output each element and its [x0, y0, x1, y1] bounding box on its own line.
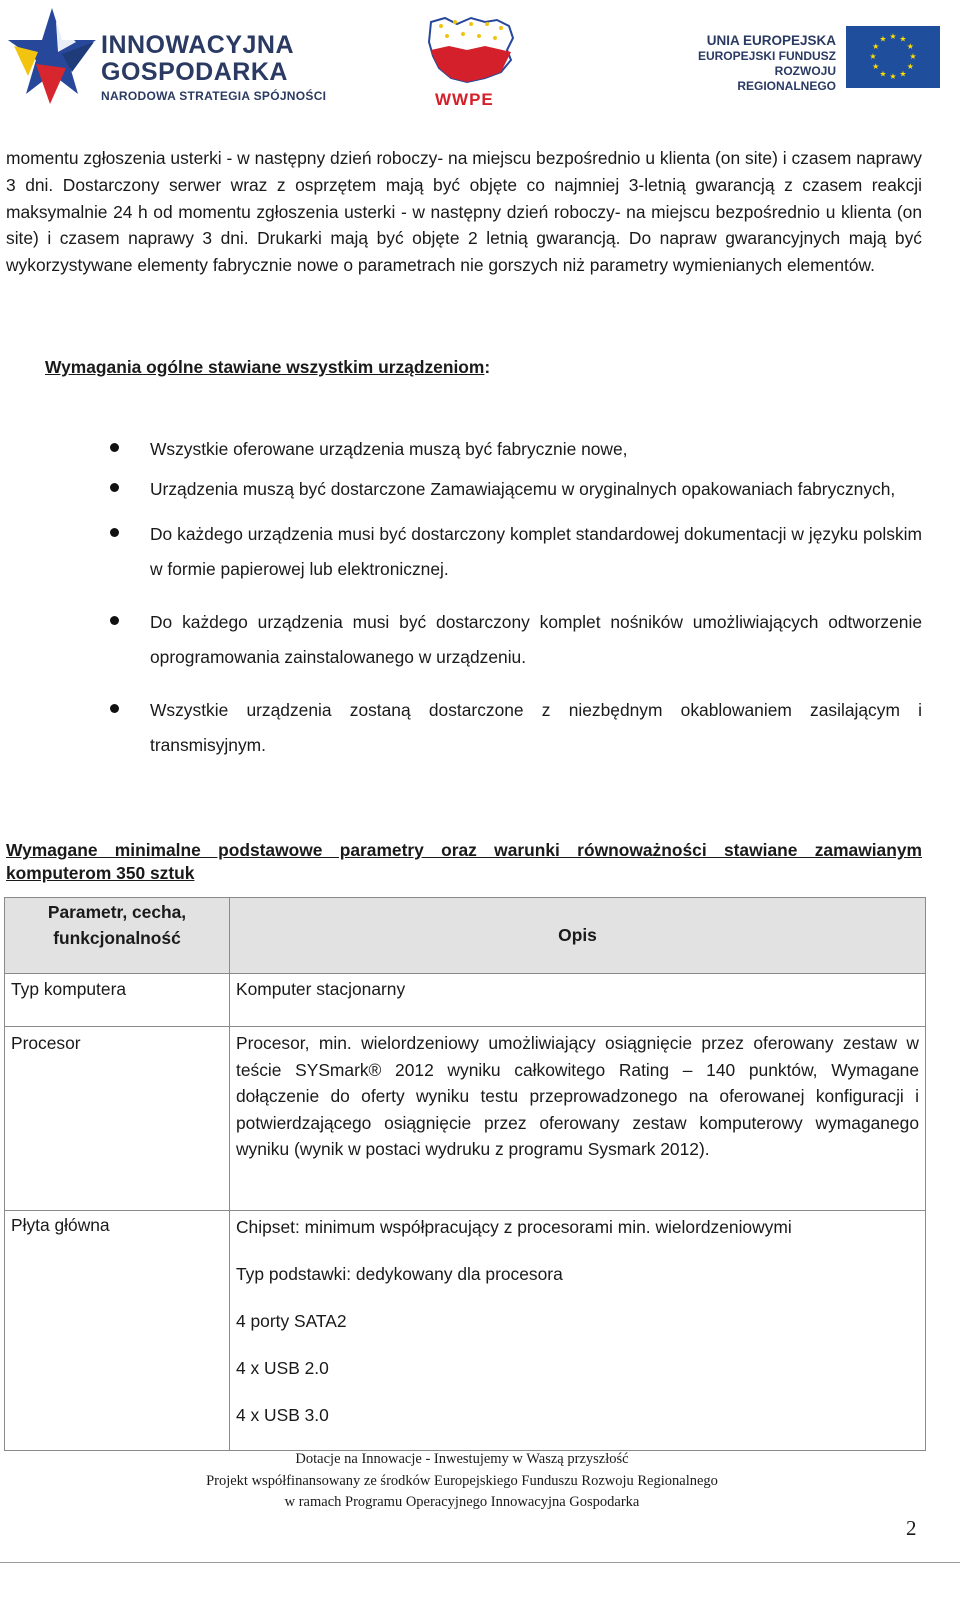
general-requirements-list: [110, 437, 922, 763]
svg-text:★: ★: [906, 62, 914, 71]
page-number: 2: [906, 1516, 917, 1540]
table-header-row: [5, 898, 926, 974]
poland-map-icon: [427, 16, 517, 90]
list-item-text: Wszystkie oferowane urządzenia muszą być fabrycznie nowe,: [150, 439, 628, 459]
svg-text:★: ★: [909, 52, 917, 61]
table-cell-param: Płyta główna: [5, 1211, 230, 1451]
bullet-icon: [110, 483, 119, 492]
bullet-icon: [110, 704, 119, 713]
list-item-text: Wszystkie urządzenia zostaną dostarczone z niezbędnym okablowaniem zasilającym i transmisyjnym.: [150, 700, 922, 755]
general-requirements-heading-text: Wymagania ogólne stawiane wszystkim urządzeniom: [45, 357, 485, 377]
list-item: [110, 517, 922, 587]
logo-text-line-3: NARODOWA STRATEGIA SPÓJNOŚCI: [101, 89, 327, 103]
general-requirements-heading: [45, 357, 490, 378]
innowacyjna-gospodarka-logo: [6, 6, 336, 110]
wwpe-logo: [427, 16, 517, 108]
footer-divider: [0, 1562, 960, 1563]
page-header: [0, 0, 960, 115]
eu-text-line-1: UNIA EUROPEJSKA: [706, 33, 836, 48]
table-cell-param: Procesor: [5, 1027, 230, 1211]
footer-line-3: w ramach Programu Operacyjnego Innowacyjna Gospodarka: [284, 1494, 640, 1510]
logo-text-line-2: GOSPODARKA: [101, 58, 288, 86]
svg-text:★: ★: [906, 42, 914, 51]
list-item-text: Do każdego urządzenia musi być dostarczony komplet nośników umożliwiających odtworzenie oprogramowania zainstalowanego w urządzeniu.: [150, 612, 922, 667]
svg-text:★: ★: [869, 52, 877, 61]
eu-text-line-2: EUROPEJSKI FUNDUSZ: [697, 49, 836, 63]
table-row: [5, 1211, 926, 1451]
table-row: [5, 974, 926, 1027]
svg-text:★: ★: [889, 32, 897, 41]
bullet-icon: [110, 616, 119, 625]
footer-line-1: Dotacje na Innowacje - Inwestujemy w Waszą przyszłość: [295, 1451, 629, 1467]
table-cell-desc: Procesor, min. wielordzeniowy umożliwiający osiągnięcie przez oferowany zestaw w teście SYSmark® 2012 wyniku całkowitego Rating – 140 punktów, Wymagane dołączenie do oferty wyniku testu przeprowadzonego na oferowanej konfiguracji i potwierdzającego osiągnięcie przez oferowany zestaw komputerowy wymaganego wyniku (wynik w postaci wydruku z programu Sysmark 2012).: [230, 1027, 926, 1211]
desc-line: 4 x USB 2.0: [236, 1358, 329, 1378]
table-cell-desc: [230, 1211, 926, 1451]
svg-text:★: ★: [899, 69, 907, 79]
desc-line: Typ podstawki: dedykowany dla procesora: [236, 1264, 563, 1284]
table-cell-desc: Komputer stacjonarny: [230, 974, 926, 1027]
bullet-icon: [110, 528, 119, 537]
table-row: [5, 1027, 926, 1211]
spec-table: [4, 897, 926, 1451]
list-item: [110, 437, 922, 461]
eu-flag-icon: [846, 26, 940, 88]
heading-colon: :: [484, 357, 491, 377]
svg-text:★: ★: [899, 34, 907, 44]
logo-text-line-1: INNOWACYJNA: [101, 31, 295, 59]
table-cell-param: Typ komputera: [5, 974, 230, 1027]
table-header-desc: Opis: [230, 898, 926, 974]
table-header-param: Parametr, cecha, funkcjonalność: [5, 898, 230, 974]
innowacyjna-gospodarka-star-icon: [6, 6, 98, 110]
svg-text:★: ★: [872, 62, 880, 71]
computers-section-heading-text: Wymagane minimalne podstawowe parametry oraz warunki równoważności stawiane zamawianym komputerom 350 sztuk: [6, 840, 922, 883]
intro-paragraph: momentu zgłoszenia usterki - w następny dzień roboczy- na miejscu bezpośrednio u klienta (on site) i czasem naprawy 3 dni. Dostarczony serwer wraz z osprzętem mają być objęte co najmniej 3-letnią gwarancją z czasem reakcji maksymalnie 24 h od momentu zgłoszenia usterki - w następny dzień roboczy- na miejscu bezpośrednio u klienta (on site) i czasem naprawy 3 dni. Drukarki mają być objęte 2 letnią gwarancją. Do napraw gwarancyjnych mają być wykorzystywane elementy fabrycznie nowe o parametrach nie gorszych niż parametry wymienianych elementów.: [6, 148, 922, 276]
page-footer: [0, 1449, 924, 1514]
wwpe-text: WWPE: [435, 90, 494, 109]
list-item: [110, 693, 922, 763]
list-item-text: Urządzenia muszą być dostarczone Zamawiającemu w oryginalnych opakowaniach fabrycznych,: [150, 479, 896, 499]
svg-text:★: ★: [872, 42, 880, 51]
list-item-text: Do każdego urządzenia musi być dostarczony komplet standardowej dokumentacji w języku polskim w formie papierowej lub elektronicznej.: [150, 524, 922, 579]
svg-text:★: ★: [889, 72, 897, 81]
desc-line: 4 porty SATA2: [236, 1311, 347, 1331]
eu-text-line-3: ROZWOJU REGIONALNEGO: [737, 64, 836, 93]
desc-line: 4 x USB 3.0: [236, 1405, 329, 1425]
computers-section-heading: [6, 839, 922, 885]
list-item: [110, 605, 922, 675]
svg-text:★: ★: [879, 69, 887, 79]
bullet-icon: [110, 443, 119, 452]
desc-line: Chipset: minimum współpracujący z procesorami min. wielordzeniowymi: [236, 1217, 792, 1237]
list-item: [110, 477, 922, 501]
svg-text:★: ★: [879, 34, 887, 44]
eu-logo: [676, 26, 944, 96]
footer-line-2: Projekt współfinansowany ze środków Europejskiego Funduszu Rozwoju Regionalnego: [206, 1472, 718, 1489]
